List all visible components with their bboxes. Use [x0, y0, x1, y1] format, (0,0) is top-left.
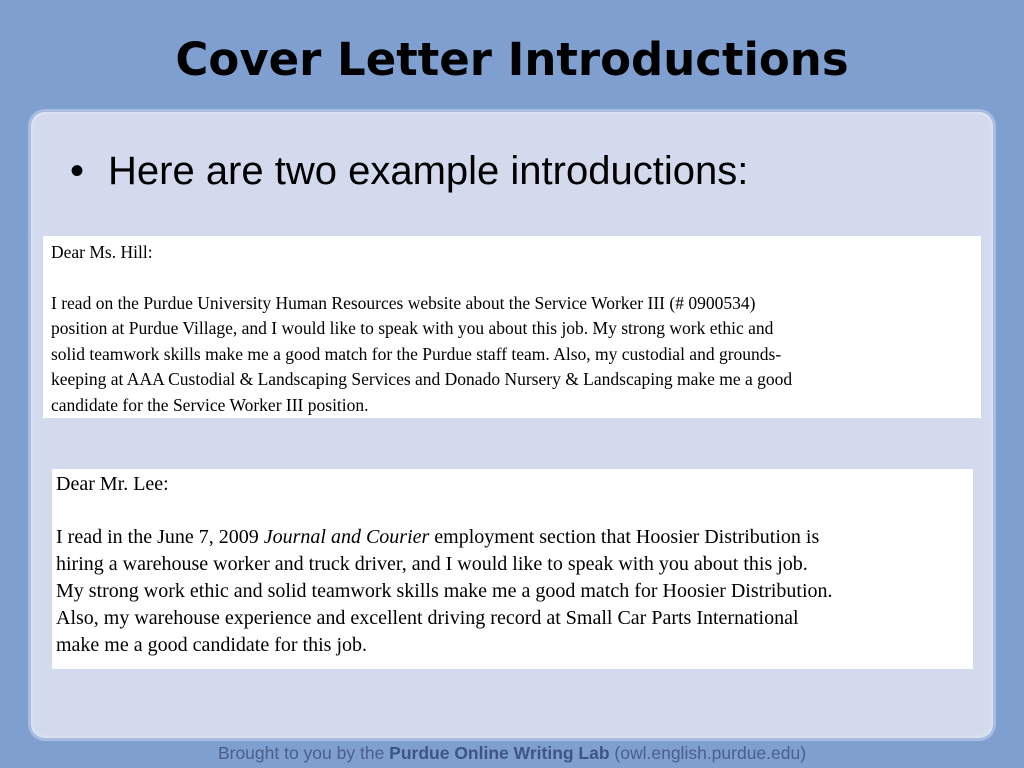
slide-title: Cover Letter Introductions: [175, 33, 849, 86]
letter-two-line: hiring a warehouse worker and truck driver, and I would like to speak with you about this job.: [56, 553, 808, 575]
letter-one-line: I read on the Purdue University Human Resources website about the Service Worker III (# 0900534): [51, 292, 756, 313]
footer-credit: [0, 741, 1024, 765]
bullet-item: [70, 143, 970, 199]
footer-prefix: Brought to you by the: [217, 743, 390, 763]
example-letter-one: [43, 236, 981, 418]
letter-two-line: My strong work ethic and solid teamwork skills make me a good match for Hoosier Distribution.: [56, 580, 833, 602]
paragraph-gap: [56, 498, 969, 524]
bullet-marker: •: [70, 149, 85, 193]
paragraph-gap: [51, 266, 973, 291]
letter-two-line-end: employment section that Hoosier Distribution is: [429, 526, 820, 548]
letter-one-line: candidate for the Service Worker III position.: [51, 394, 369, 415]
letter-one-line: keeping at AAA Custodial & Landscaping Services and Donado Nursery & Landscaping make me a good: [51, 369, 793, 389]
letter-two-line: [56, 524, 969, 551]
bullet-text: Here are two example introductions:: [108, 149, 749, 193]
letter-two-salutation: Dear Mr. Lee:: [56, 473, 169, 495]
example-letter-two: [52, 469, 973, 669]
letter-two-line: make me a good candidate for this job.: [56, 634, 368, 656]
letter-two-line-start: I read in the June 7, 2009: [56, 526, 264, 548]
newspaper-title: Journal and Courier: [263, 526, 430, 548]
footer-suffix: (owl.english.purdue.edu): [609, 743, 807, 763]
letter-one-line: position at Purdue Village, and I would like to speak with you about this job. My strong work ethic and: [51, 318, 774, 338]
letter-two-line: Also, my warehouse experience and excellent driving record at Small Car Parts International: [56, 607, 799, 629]
footer-lab-name: Purdue Online Writing Lab: [389, 743, 610, 763]
letter-one-line: solid teamwork skills make me a good match for the Purdue staff team. Also, my custodial and grounds-: [51, 343, 782, 364]
letter-one-salutation: Dear Ms. Hill:: [51, 242, 153, 262]
